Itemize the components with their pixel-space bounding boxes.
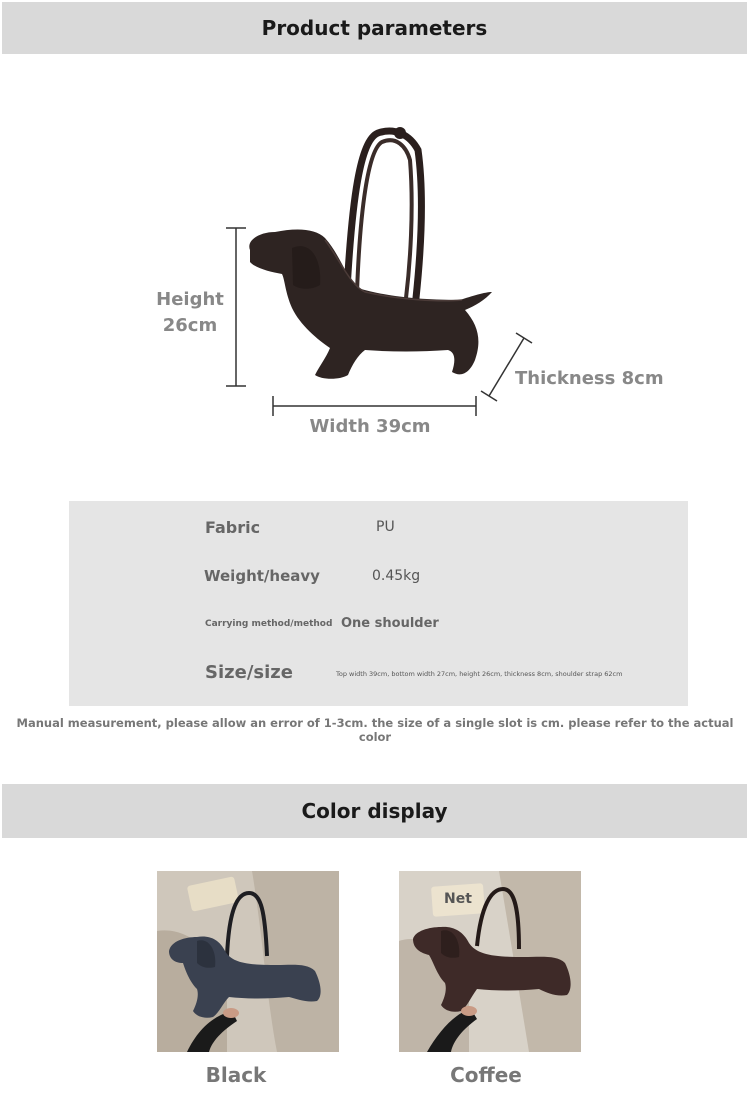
param-label-weight: Weight/heavy — [204, 567, 320, 585]
height-value: 26cm — [162, 315, 218, 336]
param-value-weight: 0.45kg — [372, 568, 421, 584]
color-photo-black[interactable] — [157, 871, 339, 1052]
param-label-carrying: Carrying method/method — [205, 619, 333, 629]
parameters-table — [69, 501, 688, 706]
param-value-size: Top width 39cm, bottom width 27cm, height 26cm, thickness 8cm, shoulder strap 62cm — [336, 670, 623, 678]
param-value-fabric: PU — [376, 519, 395, 535]
product-diagram — [0, 60, 750, 460]
color-photo-coffee[interactable] — [399, 871, 581, 1052]
dachshund-bag — [249, 230, 492, 379]
param-value-carrying: One shoulder — [341, 616, 439, 631]
bag-strap-inner — [357, 140, 412, 298]
net-tag-label: Net — [444, 891, 472, 907]
height-label — [150, 287, 230, 339]
measurement-note: Manual measurement, please allow an error of 1-3cm. the size of a single slot is cm. please refer to the actual color — [16, 716, 734, 744]
section-title: Product parameters — [261, 16, 488, 40]
param-label-fabric: Fabric — [205, 518, 261, 537]
strap-ring — [394, 127, 406, 139]
thickness-label: Thickness 8cm — [515, 368, 664, 389]
param-label-size: Size/size — [205, 662, 293, 683]
section-title: Color display — [301, 799, 448, 823]
color-name-coffee: Coffee — [450, 1063, 522, 1087]
height-text: Height — [156, 289, 224, 310]
width-label: Width 39cm — [309, 416, 431, 437]
color-display-header — [2, 784, 747, 838]
product-parameters-header — [2, 2, 747, 54]
color-name-black: Black — [205, 1063, 267, 1087]
